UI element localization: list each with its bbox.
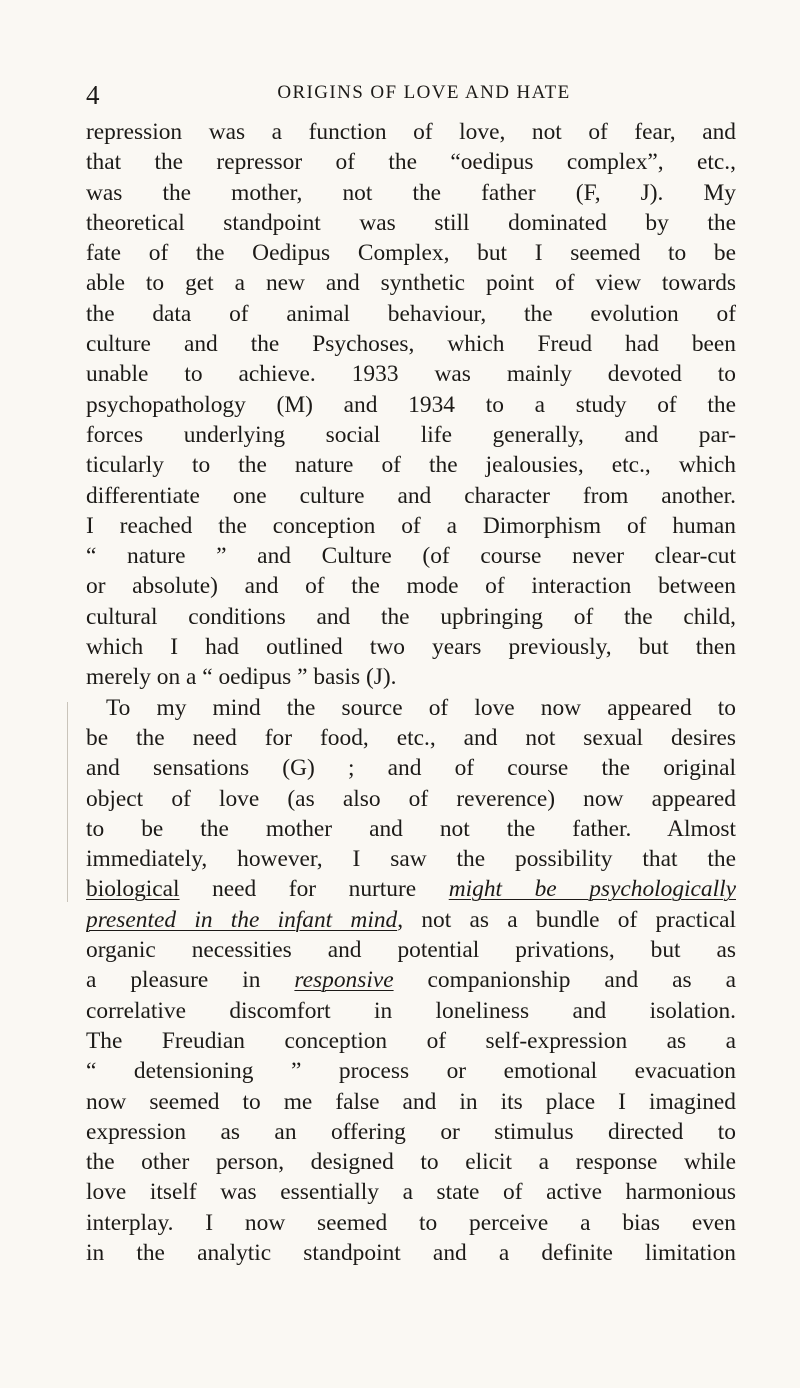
- text-run: need for nurture: [179, 876, 449, 903]
- text-line: I reached the conception of a Dimorphism of human: [86, 512, 736, 539]
- text-line-emphasis: [86, 905, 736, 935]
- text-line: the data of animal behaviour, the evolution of: [86, 300, 736, 327]
- text-line: “ nature ” and Culture (of course never clear-cut: [86, 543, 736, 570]
- text-line: organic necessities and potential privations, but as: [86, 937, 736, 964]
- page-number: 4: [86, 80, 100, 110]
- text-line: unable to achieve. 1933 was mainly devoted to: [86, 361, 736, 388]
- page-header: [86, 80, 734, 114]
- text-line: ticularly to the nature of the jealousies, etc., which: [86, 452, 736, 479]
- text-line: merely on a “ oedipus ” basis (J).: [86, 664, 397, 691]
- text-line: able to get a new and synthetic point of view towards: [86, 270, 736, 297]
- text-line: immediately, however, I saw the possibility that the: [86, 846, 736, 873]
- text-line: The Freudian conception of self-expression as a: [86, 1027, 736, 1054]
- text-line: to be the mother and not the father. Almost: [86, 815, 736, 842]
- text-line: object of love (as also of reverence) now appeared: [86, 785, 736, 812]
- text-line: which I had outlined two years previously, but then: [86, 634, 736, 661]
- text-run: a pleasure in: [86, 967, 295, 994]
- body-text: [86, 117, 736, 1268]
- text-line: cultural conditions and the upbringing of the child,: [86, 603, 736, 630]
- text-line: expression as an offering or stimulus directed to: [86, 1118, 736, 1145]
- emphasis-italic: might be psychologically: [448, 876, 736, 903]
- text-line: forces underlying social life generally, and par-: [86, 421, 736, 448]
- text-line: in the analytic standpoint and a definite limitation: [86, 1239, 736, 1266]
- text-line: and sensations (G) ; and of course the original: [86, 755, 736, 782]
- emphasis-italic: responsive: [294, 967, 394, 994]
- text-line: repression was a function of love, not of fear, and: [86, 119, 736, 145]
- emphasis-underlined: biological: [86, 876, 180, 903]
- running-title: ORIGINS OF LOVE AND HATE: [277, 82, 571, 103]
- text-line: was the mother, not the father (F, J). My: [86, 179, 736, 206]
- margin-pencil-mark: [67, 702, 71, 902]
- text-line: To my mind the source of love now appeared to: [106, 694, 736, 721]
- text-line: interplay. I now seemed to perceive a bias even: [86, 1209, 736, 1236]
- text-line: be the need for food, etc., and not sexual desires: [86, 724, 736, 751]
- text-line-emphasis: [86, 874, 736, 904]
- text-line-emphasis: [86, 965, 736, 995]
- text-line: now seemed to me false and in its place I imagined: [86, 1088, 736, 1115]
- text-line: that the repressor of the “oedipus complex”, etc.,: [86, 149, 736, 176]
- text-line: love itself was essentially a state of active harmonious: [86, 1179, 736, 1206]
- text-line: correlative discomfort in loneliness and isolation.: [86, 997, 736, 1024]
- text-run: , not as a bundle of practical: [397, 906, 736, 933]
- text-line: or absolute) and of the mode of interaction between: [86, 573, 736, 600]
- text-line: theoretical standpoint was still dominated by the: [86, 209, 736, 236]
- text-line: culture and the Psychoses, which Freud had been: [86, 331, 736, 358]
- text-line: the other person, designed to elicit a response while: [86, 1149, 736, 1176]
- text-line: “ detensioning ” process or emotional evacuation: [86, 1058, 736, 1085]
- text-run: companionship and as a: [393, 967, 736, 994]
- text-line: psychopathology (M) and 1934 to a study of the: [86, 391, 736, 418]
- text-line: differentiate one culture and character from another.: [86, 482, 736, 509]
- text-line: fate of the Oedipus Complex, but I seemed to be: [86, 240, 736, 267]
- emphasis-italic: presented in the infant mind: [86, 906, 398, 933]
